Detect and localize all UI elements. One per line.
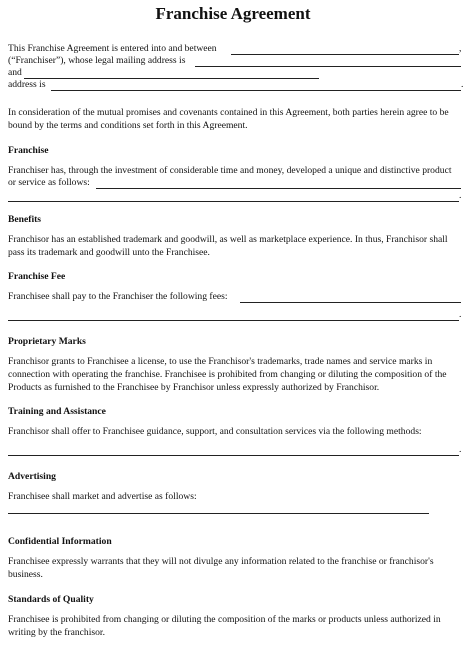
fee-amount-blank-1[interactable] <box>240 302 461 303</box>
training-methods-blank[interactable] <box>8 455 459 456</box>
section-heading-franchise-fee: Franchise Fee <box>8 271 66 282</box>
franchise-description-blank-2[interactable] <box>8 201 459 202</box>
document-title: Franchise Agreement <box>155 4 311 23</box>
intro-line-4: address is <box>8 79 46 90</box>
training-period: . <box>459 444 462 455</box>
fee-amount-blank-2[interactable] <box>8 320 459 321</box>
section-heading-proprietary-marks: Proprietary Marks <box>8 336 86 347</box>
party-one-name-blank[interactable] <box>231 54 459 55</box>
intro-line-1: This Franchise Agreement is entered into and between <box>8 43 217 54</box>
party-two-address-blank[interactable] <box>51 90 461 91</box>
training-text: Franchisor shall offer to Franchisee guidance, support, and consultation services via the following methods: <box>8 426 422 437</box>
section-heading-quality: Standards of Quality <box>8 594 94 605</box>
advertising-methods-blank[interactable] <box>8 513 429 514</box>
franchise-period: . <box>459 190 462 201</box>
benefits-paragraph: Franchisor has an established trademark and goodwill, as well as marketplace experience. In thus, Franchisor shall pass its trademark and goodwill unto the Franchisee. <box>8 234 448 258</box>
confidential-paragraph: Franchisee expressly warrants that they will not divulge any information related to the franchise or franchisor's business. <box>8 556 434 580</box>
section-heading-training: Training and Assistance <box>8 406 106 417</box>
franchise-text-line-2: or service as follows: <box>8 177 90 188</box>
section-heading-franchise: Franchise <box>8 145 49 156</box>
fee-text: Franchisee shall pay to the Franchiser the following fees: <box>8 291 228 302</box>
section-heading-confidential: Confidential Information <box>8 536 112 547</box>
section-heading-advertising: Advertising <box>8 471 56 482</box>
fee-period: . <box>459 309 462 320</box>
intro-line-4-period: . <box>461 79 464 90</box>
consideration-paragraph: In consideration of the mutual promises and covenants contained in this Agreement, both parties herein agree to be bound by the terms and conditions set forth in this Agreement. <box>8 107 449 131</box>
party-two-name-blank[interactable] <box>24 78 319 79</box>
intro-line-2: (“Franchiser”), whose legal mailing address is <box>8 55 186 66</box>
advertising-text: Franchisee shall market and advertise as follows: <box>8 491 197 502</box>
franchiser-address-blank[interactable] <box>195 66 461 67</box>
proprietary-marks-paragraph: Franchisor grants to Franchisee a license, to use the Franchisor's trademarks, trade names and service marks in connection with operating the franchise. Franchisee is prohibited from changing or diluting the composition of the Products as furnished to the Franchisee by Franchisor unless expressly authorized by Franchisor. <box>8 356 447 393</box>
intro-line-3: and <box>8 67 22 78</box>
intro-line-1-comma: , <box>459 43 462 54</box>
quality-paragraph: Franchisee is prohibited from changing or diluting the composition of the marks or products unless authorized in writing by the franchisor. <box>8 614 441 638</box>
franchise-text-line-1: Franchiser has, through the investment of considerable time and money, developed a unique and distinctive product <box>8 165 452 176</box>
franchise-description-blank-1[interactable] <box>96 188 461 189</box>
section-heading-benefits: Benefits <box>8 214 42 225</box>
